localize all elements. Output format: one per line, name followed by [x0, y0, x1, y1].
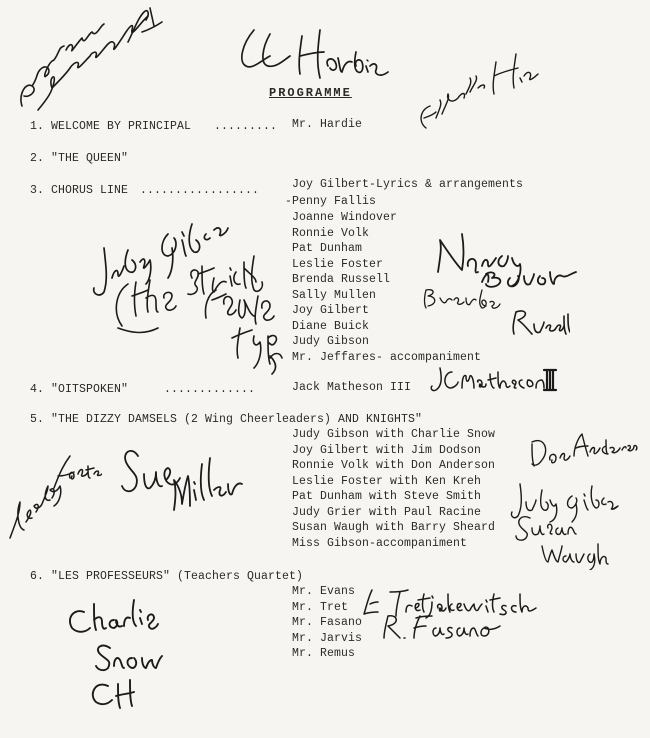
teacher-name: Mr. Fasano [292, 616, 363, 629]
damsel-pair: Miss Gibson-accompaniment [292, 537, 468, 550]
item-6-number: 6. [30, 570, 45, 583]
chorus-member: Joy Gilbert [292, 304, 370, 317]
item-4-performer: Jack Matheson III [292, 381, 412, 394]
signature-roger-sommerfeld [8, 2, 168, 122]
item-3-dots: ................. [140, 184, 260, 197]
chorus-member: Joanne Windover [292, 211, 398, 224]
signature-susan-waugh [510, 508, 622, 570]
signature-estelle-hinson [412, 48, 542, 138]
item-1-dots: ......... [207, 120, 278, 133]
chorus-member: Mr. Jeffares- accompaniment [292, 351, 482, 364]
damsel-pair: Joy Gilbert with Jim Dodson [292, 444, 482, 457]
chorus-member: Ronnie Volk [292, 227, 370, 240]
teacher-name: Mr. Tret [292, 601, 349, 614]
chorus-member: Judy Gibson [292, 335, 370, 348]
signature-charlie-snow [56, 590, 186, 720]
teacher-name: Mr. Evans [292, 585, 356, 598]
signature-lesley-foster [2, 446, 102, 546]
signature-brenda-russell [420, 286, 570, 340]
chorus-member: Brenda Russell [292, 273, 391, 286]
signature-sue-miller [116, 434, 246, 526]
item-3-performer: Joy Gilbert-Lyrics & arrangements [292, 178, 524, 191]
item-4-number: 4. [30, 383, 45, 396]
chorus-member: Pat Dunham [292, 242, 363, 255]
chorus-member: Leslie Foster [292, 258, 384, 271]
damsel-pair: Ronnie Volk with Don Anderson [292, 459, 496, 472]
item-2-name: "THE QUEEN" [51, 152, 129, 165]
item-1-name: WELCOME BY PRINCIPAL [51, 120, 192, 133]
item-3-name: CHORUS LINE [51, 184, 129, 197]
item-5-name: "THE DIZZY DAMSELS (2 Wing Cheerleaders) AND KNIGHTS" [51, 413, 423, 426]
signature-jc-matheson [430, 362, 558, 398]
signature-nancy-bauer [430, 228, 580, 292]
signature-judy-gibson-note [84, 208, 284, 378]
damsel-pair: Susan Waugh with Barry Sheard [292, 521, 496, 534]
item-4-dots: ............. [157, 383, 256, 396]
item-1-performer: Mr. Hardie [292, 118, 363, 131]
chorus-member: -Penny Fallis [285, 195, 377, 208]
item-3-number: 3. [30, 184, 45, 197]
signature-hardie [228, 22, 398, 94]
damsel-pair: Judy Gibson with Charlie Snow [292, 428, 496, 441]
item-6-name: "LES PROFESSEURS" (Teachers Quartet) [51, 570, 304, 583]
page-title: PROGRAMME [269, 86, 352, 100]
item-5-number: 5. [30, 413, 45, 426]
chorus-member: Sally Mullen [292, 289, 377, 302]
item-1-number: 1. [30, 120, 45, 133]
teacher-name: Mr. Remus [292, 647, 356, 660]
damsel-pair: Leslie Foster with Ken Kreh [292, 475, 482, 488]
signature-fasano [380, 612, 510, 642]
item-4-name: "OITSPOKEN" [51, 383, 129, 396]
signature-don-anderson [526, 424, 638, 472]
damsel-pair: Judy Grier with Paul Racine [292, 506, 482, 519]
damsel-pair: Pat Dunham with Steve Smith [292, 490, 482, 503]
chorus-member: Diane Buick [292, 320, 370, 333]
teacher-name: Mr. Jarvis [292, 632, 363, 645]
item-2-number: 2. [30, 152, 45, 165]
